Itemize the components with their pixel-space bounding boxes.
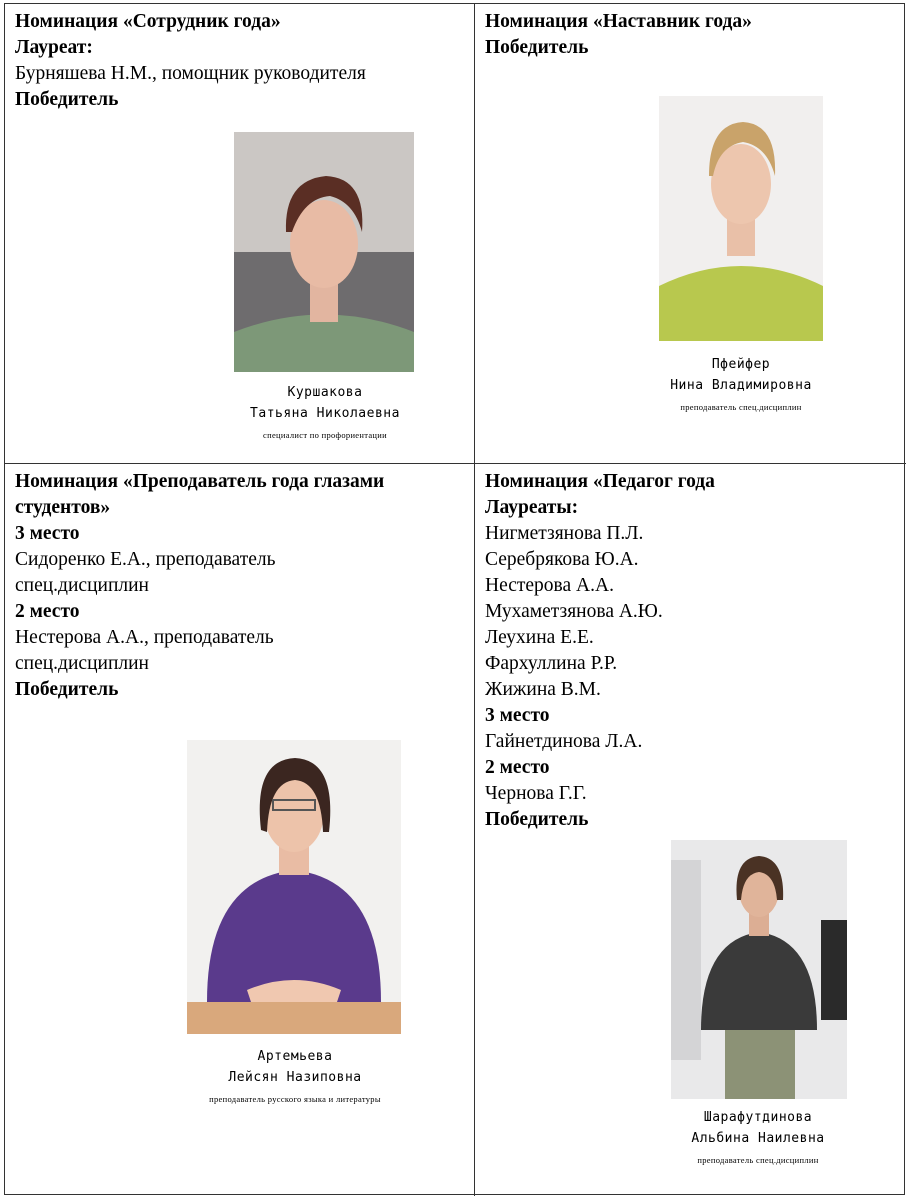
laureate-item: Леухина Е.Е. <box>485 627 594 648</box>
cell-mentor-of-year <box>475 4 906 464</box>
winner-photo <box>659 96 823 341</box>
place2-line2: спец.дисциплин <box>15 653 149 674</box>
winner-photo <box>671 840 847 1099</box>
nomination-title: Номинация «Сотрудник года» <box>15 11 281 32</box>
portrait-woman-green-dress <box>234 132 414 372</box>
winner-caption <box>625 354 857 414</box>
place2-name: Чернова Г.Г. <box>485 783 587 804</box>
nomination-title-line1: Номинация «Преподаватель года глазами <box>15 471 385 492</box>
place2-label: 2 место <box>485 757 550 778</box>
place2-label: 2 место <box>15 601 80 622</box>
winner-role: преподаватель русского языка и литературы <box>209 1094 381 1104</box>
nomination-title: Номинация «Наставник года» <box>485 11 752 32</box>
portrait-woman-yellow-top <box>659 96 823 341</box>
laureate-item: Нигметзянова П.Л. <box>485 523 644 544</box>
laureate-item: Фархуллина Р.Р. <box>485 653 618 674</box>
laureate-item: Жижина В.М. <box>485 679 601 700</box>
winner-surname: Шарафутдинова <box>703 1110 813 1125</box>
cell-teacher-by-students <box>5 464 475 1196</box>
cell-teacher-of-year <box>475 464 906 1196</box>
place3-label: 3 место <box>485 705 550 726</box>
nomination-title-line2: студентов» <box>15 497 111 518</box>
nominations-table <box>4 3 905 1195</box>
laureate-item: Серебрякова Ю.А. <box>485 549 639 570</box>
winner-label: Победитель <box>15 679 119 700</box>
winner-given-names: Татьяна Николаевна <box>250 406 400 421</box>
winner-caption <box>645 1107 871 1167</box>
winner-given-names: Альбина Наилевна <box>691 1131 825 1146</box>
laureate-item: Мухаметзянова А.Ю. <box>485 601 663 622</box>
place3-line1: Сидоренко Е.А., преподаватель <box>15 549 276 570</box>
portrait-woman-dark-top <box>671 840 847 1099</box>
winner-label: Победитель <box>485 37 589 58</box>
winner-caption <box>205 382 445 442</box>
winner-given-names: Лейсян Назиповна <box>228 1070 362 1085</box>
place3-label: 3 место <box>15 523 80 544</box>
place3-name: Гайнетдинова Л.А. <box>485 731 643 752</box>
cell-employee-of-year <box>5 4 475 464</box>
place2-line1: Нестерова А.А., преподаватель <box>15 627 274 648</box>
portrait-woman-purple-top <box>187 740 401 1034</box>
winner-photo <box>234 132 414 372</box>
winner-role: преподаватель спец.дисциплин <box>697 1155 819 1165</box>
laureates-label: Лауреаты: <box>485 497 579 518</box>
winner-surname: Пфейфер <box>711 357 771 372</box>
winner-surname: Куршакова <box>287 385 363 400</box>
winner-label: Победитель <box>485 809 589 830</box>
winner-given-names: Нина Владимировна <box>670 378 812 393</box>
laureate-name: Бурняшева Н.М., помощник руководителя <box>15 63 366 84</box>
winner-label: Победитель <box>15 89 119 110</box>
winner-photo <box>187 740 401 1034</box>
winner-caption <box>155 1046 435 1106</box>
laureate-item: Нестерова А.А. <box>485 575 614 596</box>
winner-surname: Артемьева <box>257 1049 333 1064</box>
laureate-label: Лауреат: <box>15 37 93 58</box>
winner-role: преподаватель спец.дисциплин <box>680 402 802 412</box>
nomination-title: Номинация «Педагог года <box>485 471 715 492</box>
winner-role: специалист по профориентации <box>263 430 387 440</box>
place3-line2: спец.дисциплин <box>15 575 149 596</box>
